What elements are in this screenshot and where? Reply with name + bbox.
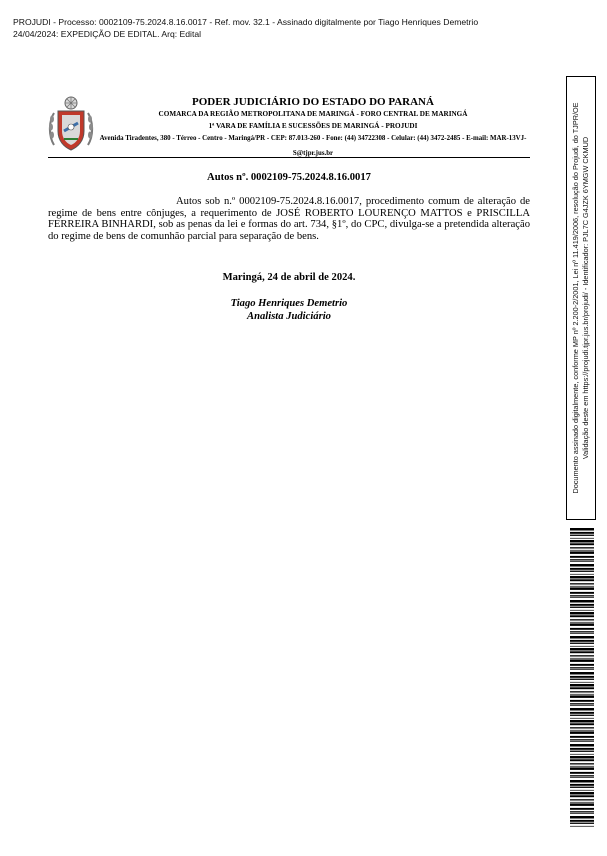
- vara-name: 1ª VARA DE FAMÍLIA E SUCESSÕES DE MARINGÁ - PROJUDI: [208, 121, 418, 130]
- header-divider: [48, 157, 530, 158]
- validation-line-legal: Documento assinado digitalmente, conforme MP nº 2.200-2/2001, Lei nº 11.419/2006, resolução do Projudi, do TJPR/OE: [571, 102, 580, 494]
- stamp-line-expedition: 24/04/2024: EXPEDIÇÃO DE EDITAL. Arq: Edital: [13, 28, 202, 39]
- coat-of-arms-icon: [48, 95, 94, 153]
- case-number-title: Autos nº. 0002109-75.2024.8.16.0017: [207, 172, 371, 183]
- court-address: Avenida Tiradentes, 380 - Térreo - Centro - Maringá/PR - CEP: 87.013-260 - Fone: (44) 34722308 - Celular: (44) 3472-2485 - E-mail: MAR-13VJ-S@tjpr.jus.br: [99, 135, 527, 157]
- barcode-icon: [570, 528, 594, 828]
- signer-role: Analista Judiciário: [247, 310, 331, 322]
- edital-body: Autos sob n.º 0002109-75.2024.8.16.0017, procedimento comum de alteração de regime de bens entre cônjuges, a requerimento de JOSÉ ROBERTO LOURENÇO MATTOS e PRISCILLA FERREIRA BINHARDI, sob as penas da lei e formas do art. 734, §1º, do CPC, divulga-se a pretendida alteração do regime de bens de comunhão parcial para separação de bens.: [48, 196, 530, 242]
- signer-name: Tiago Henriques Demetrio: [230, 298, 348, 309]
- validation-line-identifier: Validação deste em https://projudi.tjpr.jus.br/projudi/ - Identificador: PJL7C G4JZK 6YMGW CKMUD: [581, 136, 590, 460]
- place-date: Maringá, 24 de abril de 2024.: [222, 272, 356, 283]
- digital-signature-validation-box: [566, 76, 596, 520]
- court-name: PODER JUDICIÁRIO DO ESTADO DO PARANÁ: [192, 96, 434, 108]
- signature-block: [48, 298, 530, 323]
- electronic-signature-stamp: [13, 17, 478, 40]
- letterhead: [48, 95, 530, 161]
- comarca-name: COMARCA DA REGIÃO METROPOLITANA DE MARINGÁ - FORO CENTRAL DE MARINGÁ: [158, 110, 468, 118]
- stamp-line-process: PROJUDI - Processo: 0002109-75.2024.8.16.0017 - Ref. mov. 32.1 - Assinado digitalmente por Tiago Henriques Demetrio: [13, 17, 479, 27]
